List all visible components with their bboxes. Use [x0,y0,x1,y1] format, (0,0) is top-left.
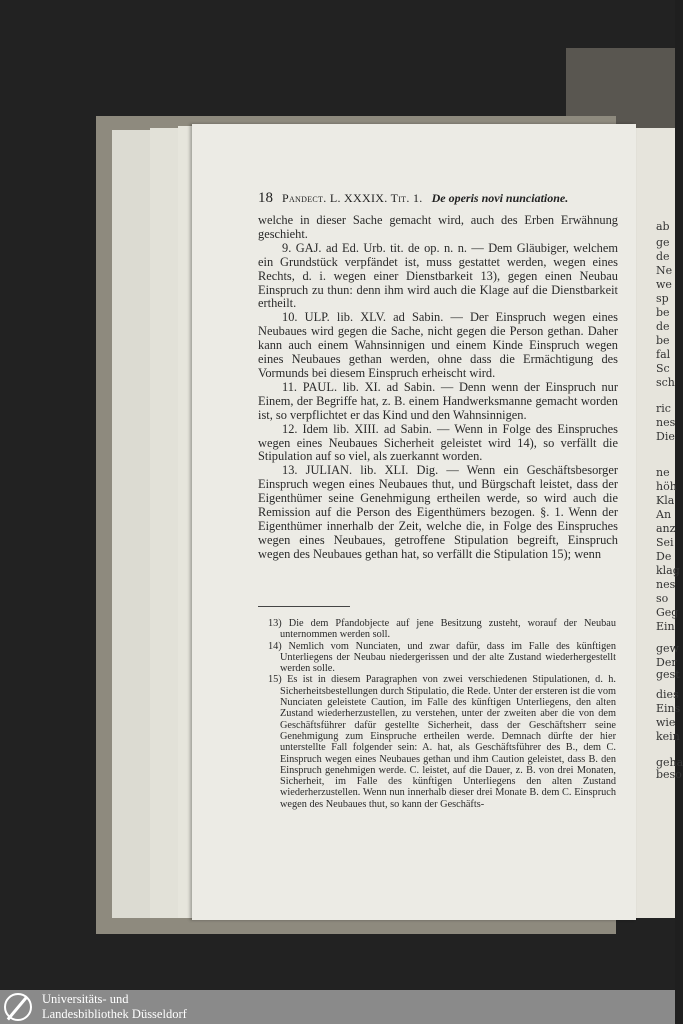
paragraph: 12. Idem lib. XIII. ad Sabin. — Wenn in Folge des Einspruches wegen eines Neubaues Sicherheit geleistet wird 14), so verfällt die Stipulation auf so viel, als zuerkannt worden. [258,421,618,464]
facing-page-word: ge [656,236,670,249]
facing-page-word: so [656,592,669,605]
facing-page-word: Sei [656,536,674,549]
body-text [258,214,618,562]
facing-page-word: An [656,508,672,521]
facing-page-word: geha [656,756,683,769]
facing-page-word: nes [656,416,676,429]
facing-page-fragment [636,128,683,918]
facing-page-word: be [656,306,670,319]
footnote: 14) Nemlich vom Nunciaten, und zwar dafür, dass im Falle des künftigen Unterliegens der Neubau niedergerissen und der alte Zustand wiederhergestellt werden solle. [268,640,616,675]
facing-page-word: sp [656,292,669,305]
facing-page-word: Eins [656,702,681,715]
library-name-line2: Landesbibliothek Düsseldorf [42,1007,187,1021]
facing-page-word: be [656,334,670,347]
facing-page-word: kein [656,730,680,743]
facing-page-word: ne [656,466,670,479]
facing-page-word: fal [656,348,671,361]
paragraph: 10. ULP. lib. XLV. ad Sabin. — Der Einspruch wegen eines Neubaues wird gegen die Sache, nicht gegen die Person gethan. Daher kann auch einem Wahnsinnigen und einem Kinde Einspruch wegen eines Neubaues gethan werden, ohne dass die Ermächtigung des Vormunds bei diesem Einspruch erheischt wird. [258,310,618,380]
paragraph: 11. PAUL. lib. XI. ad Sabin. — Denn wenn der Einspruch nur Einem, der Begriffe hat, z. B. einem Handwerksmanne gemacht worden ist, so verpflichtet er das Kind und den Wahnsinnigen. [258,379,618,422]
facing-page-word: beso [656,768,682,781]
library-logo-icon [4,993,32,1021]
facing-page-word: Geg [656,606,679,619]
footnote: 15) Es ist in diesem Paragraphen von zwei verschiedenen Stipulationen, d. h. Sicherheitsbestellungen durch Stipulatio, die Rede. Unter der ersteren ist die vom Nunciaten geleistete Caution, im Falle des künftigen Unterliegens, den alten Zustand wiederherzustellen, zu verstehen, unter der zweiten aber die von dem Geschäftsführer dafür gestellte Sicherheit, dass der Geschäftsherr seine Genehmigung zum Einspruche ertheilen werde. Demnach dürfte der hier unterstellte Fall folgender sein: A. hat, als Geschäftsführer des B., dem C. Einspruch wegen eines Neubaues gethan und ihm Caution geleistet, dass B. den Einspruch genehmigen werde. C. leistet, auf die Dauer, z. B. von drei Monaten, Sicherheit, im Falle des künftigen Unterliegens den alten Zustand wiederherzustellen. Wenn nun innerhalb dieser drei Monate B. dem C. Einspruch wegen des Neubaues thut, so kann der Geschäfts- [268,674,616,810]
header-citation: Pandect. L. XXXIX. Tit. 1. [282,191,423,205]
facing-page-word: gest [656,668,680,681]
book-page [192,124,636,920]
library-name-line1: Universitäts- und [42,992,129,1006]
facing-page-word: ric [656,402,671,415]
header-title: De operis novi nunciatione. [431,191,569,205]
facing-page-word: Ne [656,264,673,277]
facing-page-word: de [656,320,670,333]
facing-page-word: de [656,250,670,263]
facing-page-word: anz [656,522,676,535]
facing-page-word: Die [656,430,675,443]
page-number: 18 [258,190,273,206]
library-footer [0,990,675,1024]
paragraph: welche in dieser Sache gemacht wird, auch des Erben Erwähnung geschieht. [258,213,618,241]
facing-page-word: we [656,278,672,291]
footnotes [268,618,616,810]
facing-page-word: nes [656,578,676,591]
page-stack-edge [112,130,153,918]
facing-page-word: sch [656,376,675,389]
paragraph: 9. GAJ. ad Ed. Urb. tit. de op. n. n. — Dem Gläubiger, welchem ein Grundstück verpfändet ist, muss gestattet werden, wegen eines Rechts, d. i. wegen einer Dienstbarkeit 13), gegen einen Neubau Einspruch zu thun: denn ihm wird auch die Klage auf die Dienstbarkeit ertheilt. [258,240,618,311]
facing-page-word: höh [656,480,677,493]
running-header [258,190,598,208]
facing-page-word: klag [656,564,680,577]
facing-page-word: Sc [656,362,670,375]
facing-page-word: ab [656,220,670,233]
facing-page-word: gew [656,642,679,655]
facing-page-word: dies [656,688,679,701]
footnote-rule [258,606,350,607]
facing-page-word: Ein [656,620,675,633]
library-name [42,992,187,1022]
footnote: 13) Die dem Pfandobjecte auf jene Besitzung zusteht, worauf der Neubau unternommen werden soll. [268,618,616,641]
facing-page-word: Der [656,656,677,669]
facing-page-word: Kla [656,494,675,507]
facing-page-word: wie [656,716,676,729]
paragraph: 13. JULIAN. lib. XLI. Dig. — Wenn ein Geschäftsbesorger Einspruch wegen eines Neubaues thut, und Bürgschaft leistet, dass der Eigenthümer seine Genehmigung ertheilen werde, so wird auch die Remission auf die Person des Eigenthümers bezogen. §. 1. Wenn der Eigenthümer innerhalb der Zeit, welche die, in Folge des Einspruches wegen eines Neubaues, getroffene Stipulation begreift, Einspruch wegen des Neubaues gethan hat, so verfällt die Stipulation 15); wenn [258,463,618,561]
facing-page-word: De [656,550,672,563]
